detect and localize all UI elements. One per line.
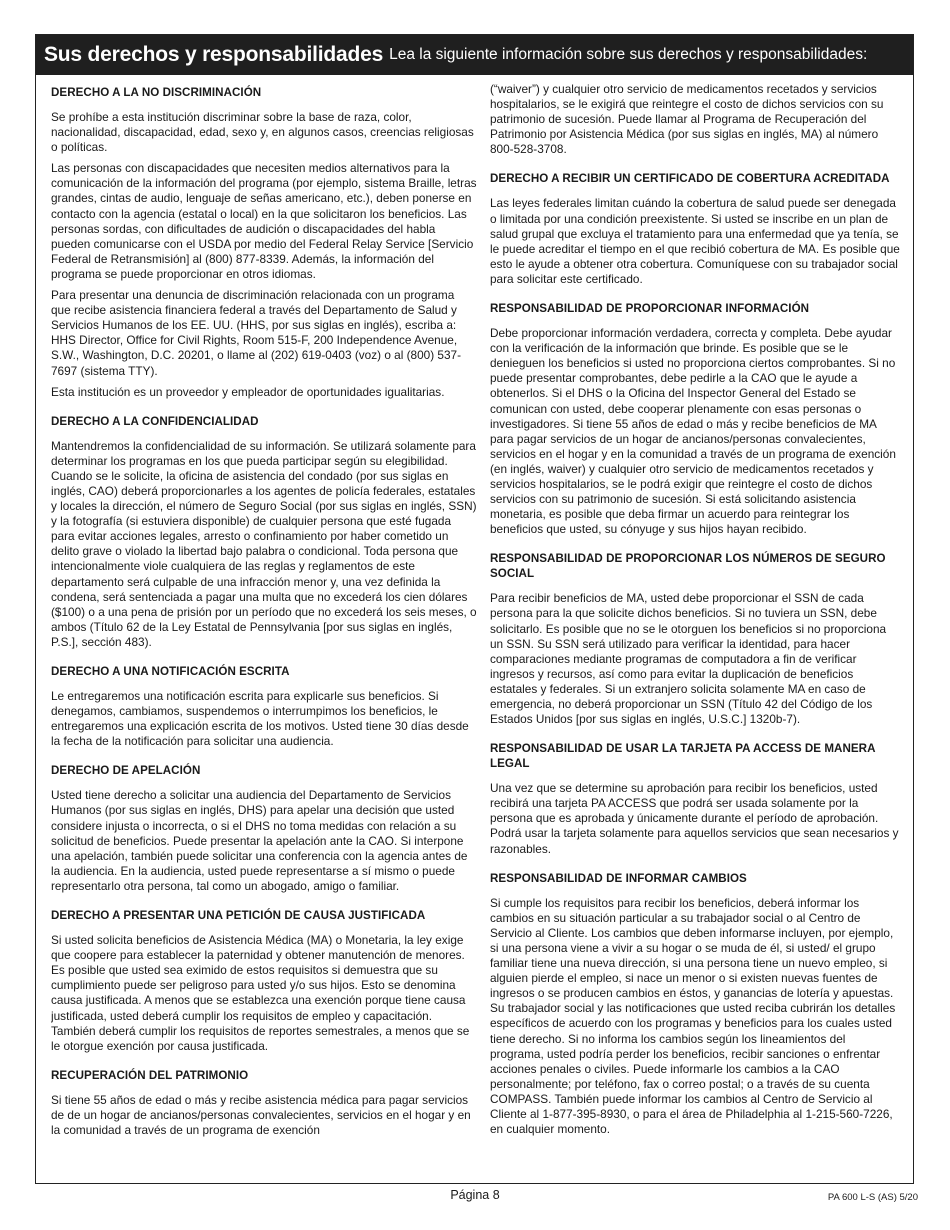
content-columns [36, 75, 913, 1183]
section-paragraph: Esta institución es un proveedor y empleador de oportunidades igualitarias. [51, 384, 445, 399]
section-recuperacion-del-patrimonio [51, 1068, 477, 1138]
section-paragraph: Mantendremos la confidencialidad de su información. Se utilizará solamente para determinar los programas en los que pueda participar según su elegibilidad. Cuando se le solicite, la oficina de asistencia del condado (por sus siglas en inglés, CAO) deberá proporcionarles a los agentes de policía federales, estatales y locales la dirección, el número de Seguro Social (por sus siglas en inglés, SSN) y la fotografía (si estuviera disponible) de cualquier persona que esté fugada para evitar acciones legales, arresto o confinamiento por haber cometido un delito grave o violado la libertad bajo palabra o condicional. Toda persona que intencionalmente viole cualquiera de las reglas y reglamentos de este departamento será culpable de una infracción menor y, una vez definida la condena, será sentenciada a pagar una multa que no excederá los cien dólares ($100) o a una pena de prisión por un período que no excederá los seis meses, o ambos (Título 62 de la Ley Estatal de Pennsylvania [por sus siglas en inglés, P.S.], sección 483). [51, 438, 477, 649]
page-title: Sus derechos y responsabilidades [44, 43, 384, 66]
section-paragraph: Le entregaremos una notificación escrita para explicarle sus beneficios. Si denegamos, cambiamos, suspendemos o interrumpimos los beneficios, le entregaremos una explicación escrita de los motivos. Usted tiene 30 días desde la fecha de la notificación para solicitar una audiencia. [51, 689, 469, 749]
section-responsabilidad-de-informar-cambios [490, 871, 902, 1138]
section-derecho-a-una-notificacion-escrita [51, 664, 477, 749]
section-heading: DERECHO A LA CONFIDENCIALIDAD [51, 414, 259, 428]
section-responsabilidad-de-proporcionar-los-numeros-de-s [490, 551, 902, 727]
section-paragraph: Si tiene 55 años de edad o más y recibe asistencia médica para pagar servicios de de un hogar de ancianos/personas convalecientes, servicios en el hogar y en la comunidad a través de un programa de exención [51, 1092, 471, 1137]
section-paragraph: Si usted solicita beneficios de Asistencia Médica (MA) o Monetaria, la ley exige que coopere para establecer la paternidad y obtener manutención de menores. Es posible que usted sea eximido de estos requisitos si demuestra que su cumplimiento puede ser peligroso para usted y/o sus hijos. Esto se denomina causa justificada. A menos que se establezca una exención porque tiene causa justificada, usted deberá cumplir los requisitos de empleo y capacitación. También deberá cumplir los requisitos de reportes semestrales, a menos que se le otorgue exención por causa justificada. [51, 933, 470, 1053]
section-heading: DERECHO A RECIBIR UN CERTIFICADO DE COBERTURA ACREDITADA [490, 172, 890, 186]
section-paragraph: Debe proporcionar información verdadera, correcta y completa. Debe ayudar con la verificación de la información que brinde. Es posible que se le denieguen los beneficios si usted no proporciona ciertos comprobantes. Si no puede presentar comprobantes, debe pedirle a la CAO que le ayude a obtenerlos. Si el DHS o la Oficina del Inspector General del Estado se comunican con usted, debe cooperar plenamente con esas personas o investigadores. Si tiene 55 años de edad o más y recibe beneficios de MA para pagar servicios de un hogar de ancianos/personas convalecientes, servicios en el hogar y en la comunidad a través de un programa de exención (en inglés, waiver) y cualquier otro servicio de medicamentos recetados y servicios hospitalarios, se le podrá exigir que reintegre el costo de dichos servicios con su patrimonio de sucesión. Si está solicitando asistencia monetaria, es posible que deba firmar un acuerdo para reintegrar los beneficios que usted, su cónyuge y sus hijos hayan recibido. [490, 326, 896, 537]
section-heading: DERECHO DE APELACIÓN [51, 764, 201, 778]
section-paragraph: Una vez que se determine su aprobación para recibir los beneficios, usted recibirá una tarjeta PA ACCESS que podrá ser usada solamente por la persona que es aprobada y únicamente durante el período de aprobación. Podrá usar la tarjeta solamente para aquellos servicios que sean necesarios y razonables. [490, 781, 899, 856]
left-column [51, 75, 477, 1183]
section-heading: RESPONSABILIDAD DE PROPORCIONAR INFORMACIÓN [490, 302, 810, 316]
section-heading: RESPONSABILIDAD DE INFORMAR CAMBIOS [490, 871, 747, 885]
section-heading: DERECHO A PRESENTAR UNA PETICIÓN DE CAUSA JUSTIFICADA [51, 909, 426, 923]
section-responsabilidad-de-usar-la-tarjeta-pa-access-de- [490, 741, 902, 856]
page-header [36, 35, 913, 75]
section-paragraph: Las leyes federales limitan cuándo la cobertura de salud puede ser denegada o limitada por una condición preexistente. Si usted se inscribe en un plan de salud grupal que excluya el tratamiento para una enfermedad que ya tenía, se le puede acreditar el tiempo en el que recibió cobertura de MA. Es posible que esto le ayude a obtener otra cobertura. Comuníquese con su trabajador social para solicitar este certificado. [490, 196, 900, 286]
section-derecho-a-recibir-un-certificado-de-cobertura-ac [490, 171, 902, 287]
section-responsabilidad-de-proporcionar-informacion [490, 301, 902, 537]
section-derecho-a-la-no-discriminacion [51, 85, 477, 400]
page-subtitle: Lea la siguiente información sobre sus derechos y responsabilidades: [389, 46, 868, 63]
section-derecho-de-apelacion [51, 763, 477, 894]
section-paragraph: Usted tiene derecho a solicitar una audiencia del Departamento de Servicios Humanos (por sus siglas en inglés, DHS) para apelar una decisión que usted considere injusta o incorrecta, o si el DHS no toma medidas con relación a su solicitud de beneficios. Puede presentar la apelación ante la CAO. Si interpone una apelación, también puede solicitar una conferencia con la agencia antes de la audiencia. En la audiencia, usted puede representarse a sí mismo o puede representarlo otra persona, tal como un abogado, amigo o familiar. [51, 788, 468, 893]
document-frame [35, 34, 914, 1184]
right-column [490, 75, 902, 1183]
section-paragraph: Para recibir beneficios de MA, usted debe proporcionar el SSN de cada persona para la que solicite dichos beneficios. Si no tuviera un SSN, debe solicitarlo. Es posible que no se le otorguen los beneficios si no proporciona un SSN. Su SSN será utilizado para verificar la identidad, para hacer comparaciones mediante programas de computadora a fin de verificar ingresos y recursos, así como para evitar la duplicación de beneficios estatales y federales. Si un extranjero solicita solamente MA en caso de emergencia, no deberá proporcionar un SSN (Título 42 del Código de los Estados Unidos [por sus siglas en inglés, U.S.C.] 1320b-7). [490, 591, 887, 727]
section-derecho-a-la-confidencialidad [51, 414, 477, 650]
section-derecho-a-presentar-una-peticion-de-causa-justif [51, 908, 477, 1054]
form-code: PA 600 L-S (AS) 5/20 [827, 1192, 918, 1203]
section-heading: DERECHO A LA NO DISCRIMINACIÓN [51, 86, 262, 99]
section-heading: RESPONSABILIDAD DE PROPORCIONAR LOS NÚMEROS DE SEGURO SOCIAL [490, 552, 886, 581]
section-heading: DERECHO A UNA NOTIFICACIÓN ESCRITA [51, 665, 290, 678]
page-number: Página 8 [450, 1188, 500, 1202]
section-paragraph: Si cumple los requisitos para recibir los beneficios, deberá informar los cambios en su situación particular a su trabajador social o al Centro de Servicio al Cliente. Los cambios que deben informarse incluyen, por ejemplo, si una persona viene a vivir a su hogar o se muda de él, si usted/ el grupo familiar tiene una nueva dirección, si una persona tiene un nuevo empleo, si alguien pierde el empleo, si nace un menor o si existen nuevas fuentes de ingresos o se producen cambios en éstos, y ganancias de lotería y apuestas. Su trabajador social y las notificaciones que usted reciba cubrirán los detalles específicos de acuerdo con los programas y beneficios para los cuales usted tiene derecho. Si no informa los cambios según los lineamientos del programa, usted podría perder los beneficios, recibir sanciones o enfrentar acciones penales o civiles. Puede informarle los cambios a la CAO personalmente; por teléfono, fax o correo postal; o a través de su cuenta COMPASS. También puede informar los cambios al Centro de Servicio al Cliente al 1-877-395-8930, o para el área de Philadelphia al 1-215-560-7226, en cualquier momento. [490, 895, 896, 1137]
section-heading: RESPONSABILIDAD DE USAR LA TARJETA PA ACCESS DE MANERA LEGAL [490, 742, 876, 771]
section-paragraph: Para presentar una denuncia de discriminación relacionada con un programa que recibe asistencia financiera federal a través del Departamento de Salud y Servicios Humanos de los EE. UU. (HHS, por sus siglas en inglés), escriba a: HHS Director, Office for Civil Rights, Room 515-F, 200 Independence Avenue, S.W., Washington, D.C. 20201, o llame al (202) 619-0403 (voz) o al (800) 537-7697 (sistema TTY). [51, 288, 462, 378]
section-paragraph: (“waiver”) y cualquier otro servicio de medicamentos recetados y servicios hospitalarios, se le exigirá que reintegre el costo de dichos servicios con su patrimonio de sucesión. Puede llamar al Programa de Recuperación del Patrimonio por Asistencia Médica (por sus siglas en inglés, MA) al número 800-528-3708. [490, 82, 884, 157]
section-paragraph: Se prohíbe a esta institución discriminar sobre la base de raza, color, nacionalidad, discapacidad, edad, sexo y, en algunos casos, creencias religiosas o políticas. [51, 110, 474, 155]
section-continuation [490, 82, 902, 157]
section-heading: RECUPERACIÓN DEL PATRIMONIO [51, 1068, 249, 1082]
section-paragraph: Las personas con discapacidades que necesiten medios alternativos para la comunicación de la información del programa (por ejemplo, sistema Braille, letras grandes, cintas de audio, lenguaje de señas americano, etc.), deben ponerse en contacto con la agencia (estatal o local) en la que solicitaron los beneficios. Las personas sordas, con dificultades de audición o discapacidades del habla pueden comunicarse con el USDA por medio del Federal Relay Service [Servicio Federal de Retransmisión] al (800) 877-8339. Además, la información del programa se puede proporcionar en otros idiomas. [51, 161, 477, 281]
